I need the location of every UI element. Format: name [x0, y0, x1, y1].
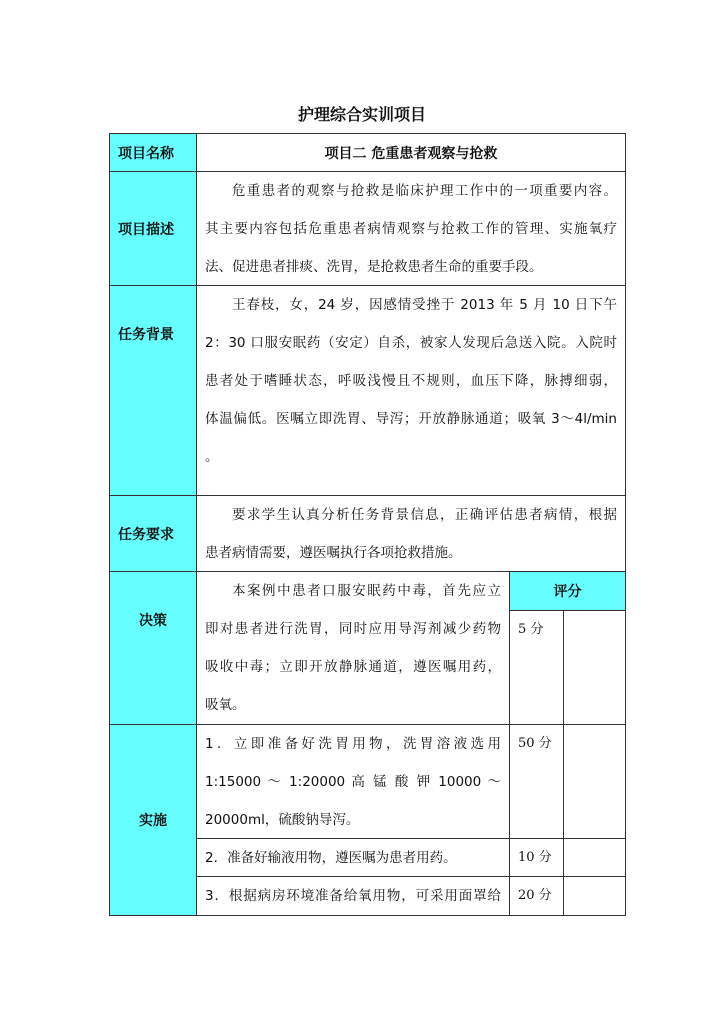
implementation-item — [196, 838, 510, 877]
implementation-score-blank — [563, 724, 626, 839]
background-line: 王春枝，女，24 岁，因感情受挫于 2013 年 5 月 10 日下午 — [232, 297, 617, 313]
implementation-score: 10 分 — [509, 838, 564, 877]
background-line: 患者处于嗜睡状态，呼吸浅慢且不规则，血压下降，脉搏细弱， — [205, 373, 617, 389]
label-implementation: 实施 — [109, 724, 197, 916]
description-line: 其主要内容包括危重患者病情观察与抢救工作的管理、实施氧疗 — [205, 221, 617, 237]
document-title: 护理综合实训项目 — [297, 105, 426, 124]
requirement-cell — [196, 495, 626, 572]
implementation-score-blank — [563, 876, 626, 916]
project-name-value: 项目二 危重患者观察与抢救 — [196, 133, 626, 172]
implementation-score-blank — [563, 838, 626, 877]
label-decision: 决策 — [109, 571, 197, 725]
description-cell — [196, 171, 626, 286]
label-requirement: 任务要求 — [109, 495, 197, 572]
implementation-line: 3．根据病房环境准备给氧用物，可采用面罩给 — [205, 888, 501, 904]
requirement-line: 要求学生认真分析任务背景信息，正确评估患者病情，根据 — [232, 507, 617, 523]
implementation-score: 50 分 — [509, 724, 564, 839]
background-cell — [196, 285, 626, 496]
background-line: 2：30 口服安眠药（安定）自杀，被家人发现后急送入院。入院时 — [205, 335, 617, 351]
decision-score-blank — [563, 610, 626, 725]
implementation-line: 1．立即准备好洗胃用物，洗胃溶液选用 — [205, 736, 501, 752]
implementation-score: 20 分 — [509, 876, 564, 916]
implementation-item — [196, 724, 510, 839]
background-line: 。 — [205, 449, 219, 465]
implementation-line: 1:15000 ～ 1:20000 高 锰 酸 钾 10000 ～ — [205, 774, 501, 790]
label-description: 项目描述 — [109, 171, 197, 286]
decision-line: 即对患者进行洗胃，同时应用导泻剂减少药物 — [205, 621, 501, 637]
implementation-line: 20000ml，硫酸钠导泻。 — [205, 812, 360, 828]
label-background: 任务背景 — [109, 285, 197, 496]
decision-score: 5 分 — [509, 610, 564, 725]
decision-cell — [196, 571, 510, 725]
implementation-line: 2．准备好输液用物，遵医嘱为患者用药。 — [205, 850, 457, 866]
description-line: 法、促进患者排痰、洗胃，是抢救患者生命的重要手段。 — [205, 259, 543, 275]
decision-line: 吸收中毒；立即开放静脉通道，遵医嘱用药， — [205, 659, 501, 675]
description-line: 危重患者的观察与抢救是临床护理工作中的一项重要内容。 — [232, 183, 617, 199]
decision-line: 本案例中患者口服安眠药中毒，首先应立 — [232, 583, 501, 599]
background-line: 体温偏低。医嘱立即洗胃、导泻；开放静脉通道；吸氧 3～4l/min — [205, 411, 617, 427]
implementation-item — [196, 876, 510, 916]
label-project-name: 项目名称 — [109, 133, 197, 172]
requirement-line: 患者病情需要，遵医嘱执行各项抢救措施。 — [205, 545, 462, 561]
decision-line: 吸氧。 — [205, 697, 246, 713]
score-header: 评分 — [509, 571, 626, 611]
